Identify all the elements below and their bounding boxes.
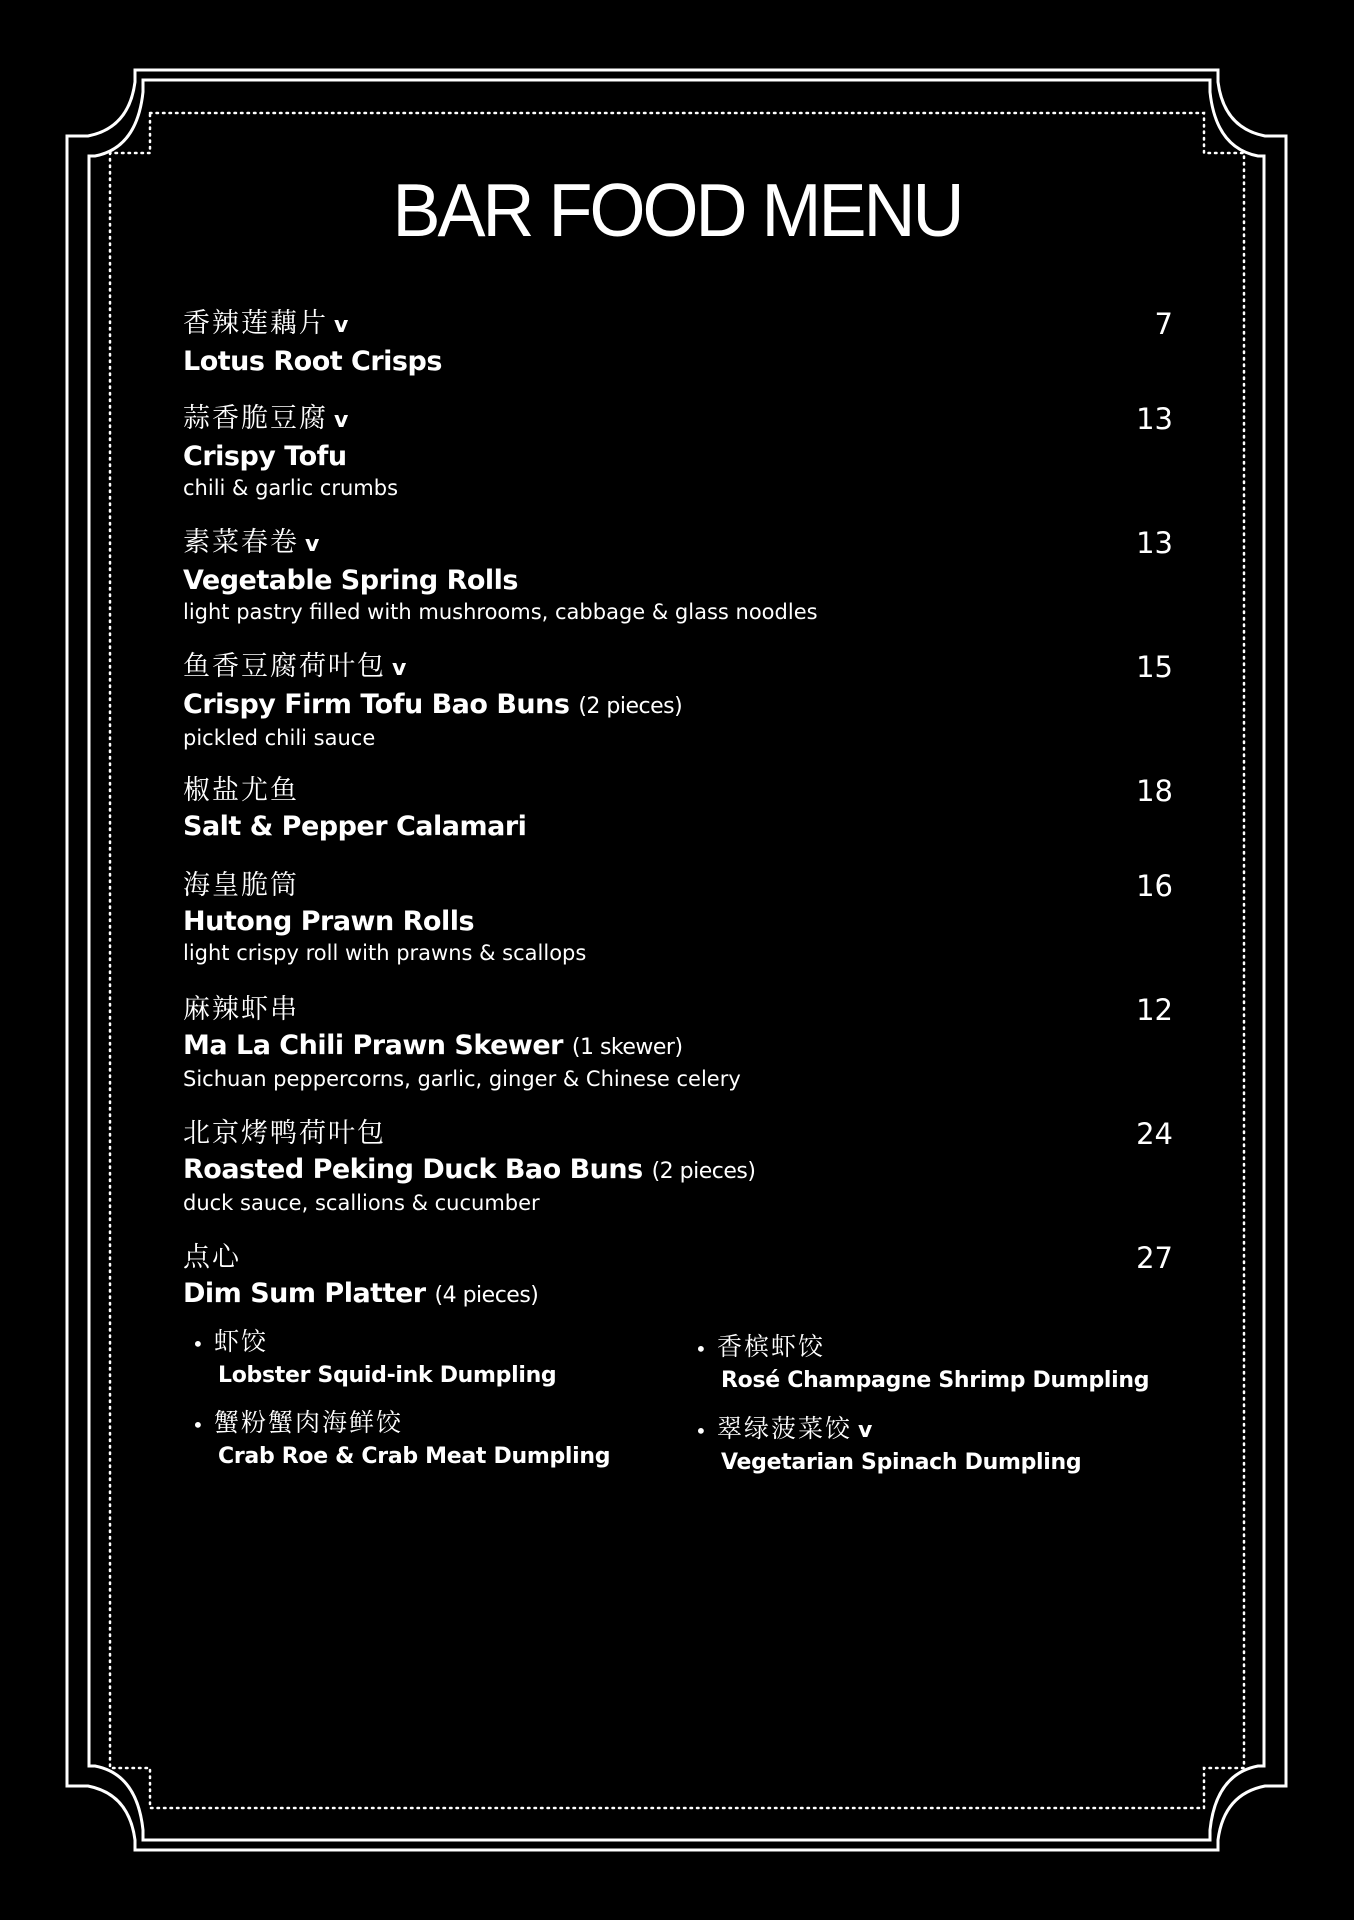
- menu-item: [183, 1116, 1173, 1216]
- item-price: 18: [1136, 774, 1173, 808]
- item-name-english: Dim Sum Platter: [183, 1278, 426, 1309]
- item-quantity: (2 pieces): [578, 694, 683, 719]
- menu-item: [183, 992, 1173, 1092]
- menu-item: [183, 525, 1173, 625]
- page-title: BAR FOOD MENU: [392, 169, 962, 253]
- item-quantity: (4 pieces): [434, 1283, 539, 1308]
- bullet-icon: •: [695, 1336, 709, 1361]
- item-quantity: (2 pieces): [651, 1159, 756, 1184]
- item-price: 24: [1136, 1117, 1173, 1151]
- item-name-english: Crispy Firm Tofu Bao Buns: [183, 689, 570, 720]
- item-description: light crispy roll with prawns & scallops: [183, 941, 587, 965]
- item-name-english: Lotus Root Crisps: [183, 346, 442, 377]
- bullet-icon: •: [192, 1331, 206, 1356]
- item-name-chinese: 北京烤鸭荷叶包: [183, 1118, 386, 1149]
- item-name-english: Vegetable Spring Rolls: [183, 565, 519, 596]
- dim-sum-name-chinese: 虾饺: [214, 1327, 269, 1356]
- dim-sum-item: [695, 1330, 1149, 1396]
- dim-sum-name-english: Vegetarian Spinach Dumpling: [721, 1450, 1082, 1475]
- vegetarian-mark: v: [305, 532, 322, 557]
- item-name-chinese: 鱼香豆腐荷叶包: [183, 651, 386, 682]
- dim-sum-name-english: Rosé Champagne Shrimp Dumpling: [721, 1367, 1150, 1393]
- item-price: 16: [1136, 869, 1173, 903]
- item-price: 13: [1136, 402, 1173, 436]
- vegetarian-mark: v: [858, 1418, 875, 1443]
- item-name-chinese: 麻辣虾串: [183, 994, 299, 1025]
- item-name-english: Ma La Chili Prawn Skewer: [183, 1030, 563, 1061]
- dim-sum-name-english: Lobster Squid-ink Dumpling: [218, 1362, 557, 1388]
- menu-item: [183, 773, 1173, 845]
- item-price: 7: [1154, 307, 1173, 341]
- item-name-english: Salt & Pepper Calamari: [183, 811, 527, 842]
- menu-item: [183, 306, 1173, 380]
- item-description: light pastry filled with mushrooms, cabbage & glass noodles: [183, 600, 818, 624]
- menu-item: [183, 1240, 1173, 1314]
- item-name-english: Crispy Tofu: [183, 441, 347, 472]
- menu-item: [183, 649, 1173, 751]
- dim-sum-name-chinese: 翠绿菠菜饺: [717, 1414, 853, 1443]
- menu-item: [183, 868, 1173, 966]
- item-price: 15: [1136, 650, 1173, 684]
- vegetarian-mark: v: [334, 313, 351, 338]
- item-quantity: (1 skewer): [571, 1035, 683, 1060]
- item-name-chinese: 素菜春卷: [183, 527, 299, 558]
- dim-sum-item: [192, 1406, 610, 1472]
- menu-item: [183, 401, 1173, 501]
- item-name-chinese: 蒜香脆豆腐: [183, 403, 328, 434]
- item-description: pickled chili sauce: [183, 726, 376, 750]
- item-price: 13: [1136, 526, 1173, 560]
- item-name-english: Hutong Prawn Rolls: [183, 906, 475, 937]
- item-name-chinese: 香辣莲藕片: [183, 308, 328, 339]
- dim-sum-name-chinese: 蟹粉蟹肉海鲜饺: [214, 1408, 404, 1437]
- item-name-chinese: 海皇脆筒: [183, 870, 299, 901]
- item-price: 12: [1136, 993, 1173, 1027]
- dim-sum-name-english: Crab Roe & Crab Meat Dumpling: [218, 1443, 611, 1469]
- item-name-english: Roasted Peking Duck Bao Buns: [183, 1154, 643, 1185]
- item-price: 27: [1136, 1241, 1173, 1275]
- dim-sum-item: [695, 1412, 1081, 1478]
- item-description: Sichuan peppercorns, garlic, ginger & Chinese celery: [183, 1067, 741, 1091]
- vegetarian-mark: v: [334, 408, 351, 433]
- dim-sum-name-chinese: 香槟虾饺: [717, 1332, 826, 1361]
- item-description: chili & garlic crumbs: [183, 476, 399, 500]
- item-name-chinese: 点心: [183, 1242, 241, 1273]
- item-name-chinese: 椒盐尤鱼: [183, 775, 299, 806]
- vegetarian-mark: v: [392, 656, 409, 681]
- bullet-icon: •: [192, 1412, 206, 1437]
- item-description: duck sauce, scallions & cucumber: [183, 1191, 540, 1215]
- bullet-icon: •: [695, 1418, 709, 1443]
- dim-sum-item: [192, 1325, 556, 1391]
